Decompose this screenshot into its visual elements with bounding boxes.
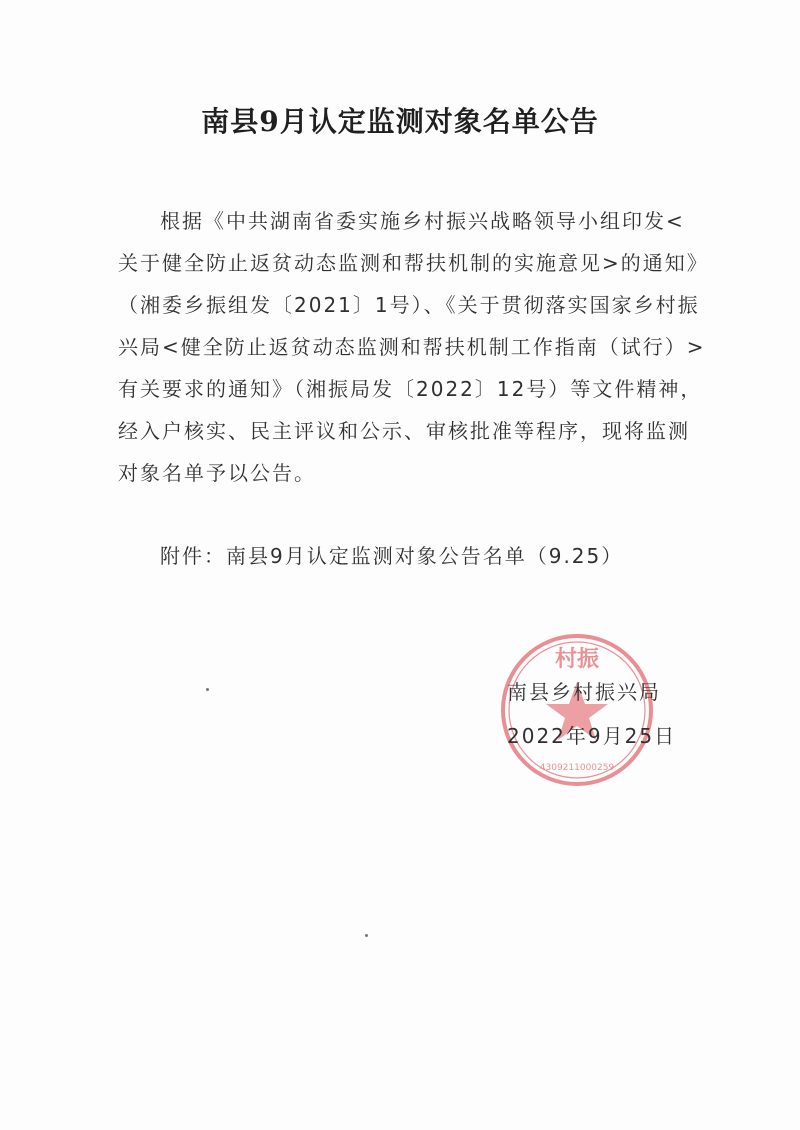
paragraph-line: 对象名单予以公告。 (118, 461, 316, 485)
issue-date: 2022年9月25日 (507, 724, 677, 748)
attachment-note: 附件：南县9月认定监测对象公告名单（9.25） (160, 544, 624, 568)
signature-block (507, 670, 676, 758)
paragraph-line: （湘委乡振组发〔2021〕1号）、《关于贯彻落实国家乡村振 (118, 293, 700, 317)
issuing-organization: 南县乡村振兴局 (507, 680, 661, 704)
paragraph-line: 有关要求的通知》（湘振局发〔2022〕12号）等文件精神， (118, 377, 703, 401)
paragraph-line: 经入户核实、民主评议和公示、审核批准等程序，现将监测 (118, 419, 690, 443)
announcement-paragraph (118, 200, 709, 494)
paragraph-line: 关于健全防止返贫动态监测和帮扶机制的实施意见>的通知》 (118, 251, 709, 275)
seal-code: 4309211000259 (539, 763, 615, 773)
seal-top-text: 村振 (554, 647, 600, 672)
scan-speck (206, 688, 209, 691)
paragraph-line: 根据《中共湖南省委实施乡村振兴战略领导小组印发< (160, 209, 685, 233)
scan-speck (365, 934, 368, 937)
paragraph-line: 兴局<健全防止返贫动态监测和帮扶机制工作指南（试行）> (118, 335, 706, 359)
document-title: 南县9月认定监测对象名单公告 (201, 105, 599, 138)
